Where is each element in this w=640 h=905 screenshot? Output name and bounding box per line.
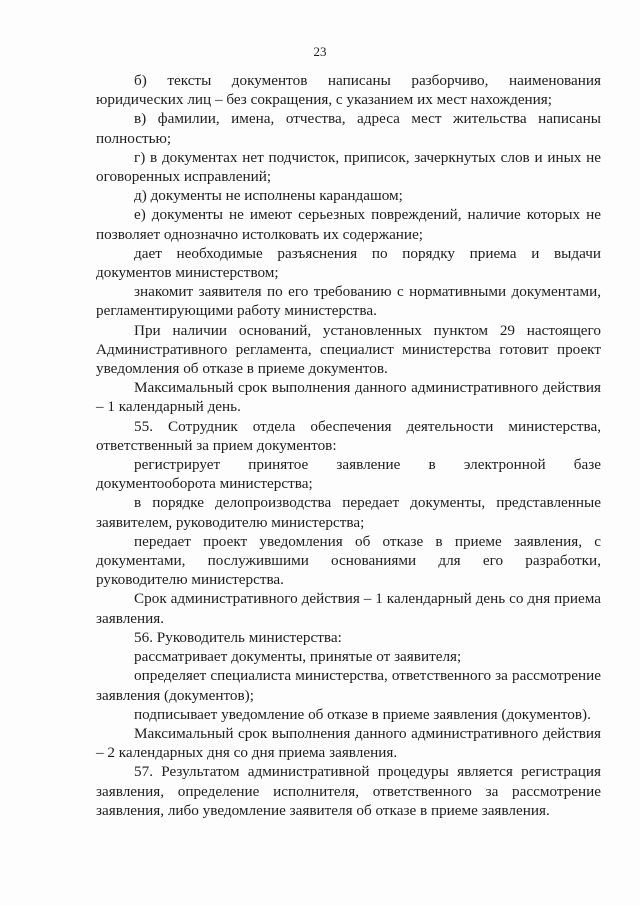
paragraph: знакомит заявителя по его требованию с нормативными документами, регламентирующими работу министерства. [96,283,601,320]
paragraph: б) тексты документов написаны разборчиво, наименования юридических лиц – без сокращения, с указанием их мест нахождения; [96,72,601,109]
paragraph: г) в документах нет подчисток, приписок, зачеркнутых слов и иных не оговоренных исправлений; [96,148,601,186]
paragraph: 56. Руководитель министерства: [134,628,342,646]
paragraph: е) документы не имеют серьезных повреждений, наличие которых не позволяет однозначно истолковать их содержание; [96,206,601,243]
paragraph: дает необходимые разъяснения по порядку приема и выдачи документов министерством; [96,244,601,282]
paragraph: Максимальный срок выполнения данного административного действия – 2 календарных дня со дня приема заявления. [96,724,601,762]
paragraph: 57. Результатом административной процедуры является регистрация заявления, определение исполнителя, ответственного за рассмотрение заявления, либо уведомление заявителя об отказе в приеме заявления. [96,763,601,819]
document-body [96,71,601,820]
page-number: 23 [313,44,327,59]
paragraph: Срок административного действия – 1 календарный день со дня приема заявления. [96,590,601,627]
paragraph: в) фамилии, имена, отчества, адреса мест жительства написаны полностью; [96,110,601,147]
paragraph: подписывает уведомление об отказе в приеме заявления (документов). [134,705,591,723]
paragraph: передает проект уведомления об отказе в приеме заявления, с документами, послужившими основаниями для его разработки, руководителю министерства. [96,532,601,589]
paragraph: определяет специалиста министерства, ответственного за рассмотрение заявления (документов); [96,667,601,704]
paragraph: При наличии оснований, установленных пунктом 29 настоящего Административного регламента, специалист министерства готовит проект уведомления об отказе в приеме документов. [96,321,601,378]
paragraph: регистрирует принятое заявление в электронной базе документооборота министерства; [96,456,601,493]
paragraph: 55. Сотрудник отдела обеспечения деятельности министерства, ответственный за прием документов: [96,417,601,454]
paragraph: д) документы не исполнены карандашом; [134,187,403,205]
paragraph: Максимальный срок выполнения данного административного действия – 1 календарный день. [96,379,601,416]
paragraph: рассматривает документы, принятые от заявителя; [134,648,462,666]
paragraph: в порядке делопроизводства передает документы, представленные заявителем, руководителю министерства; [96,494,601,531]
